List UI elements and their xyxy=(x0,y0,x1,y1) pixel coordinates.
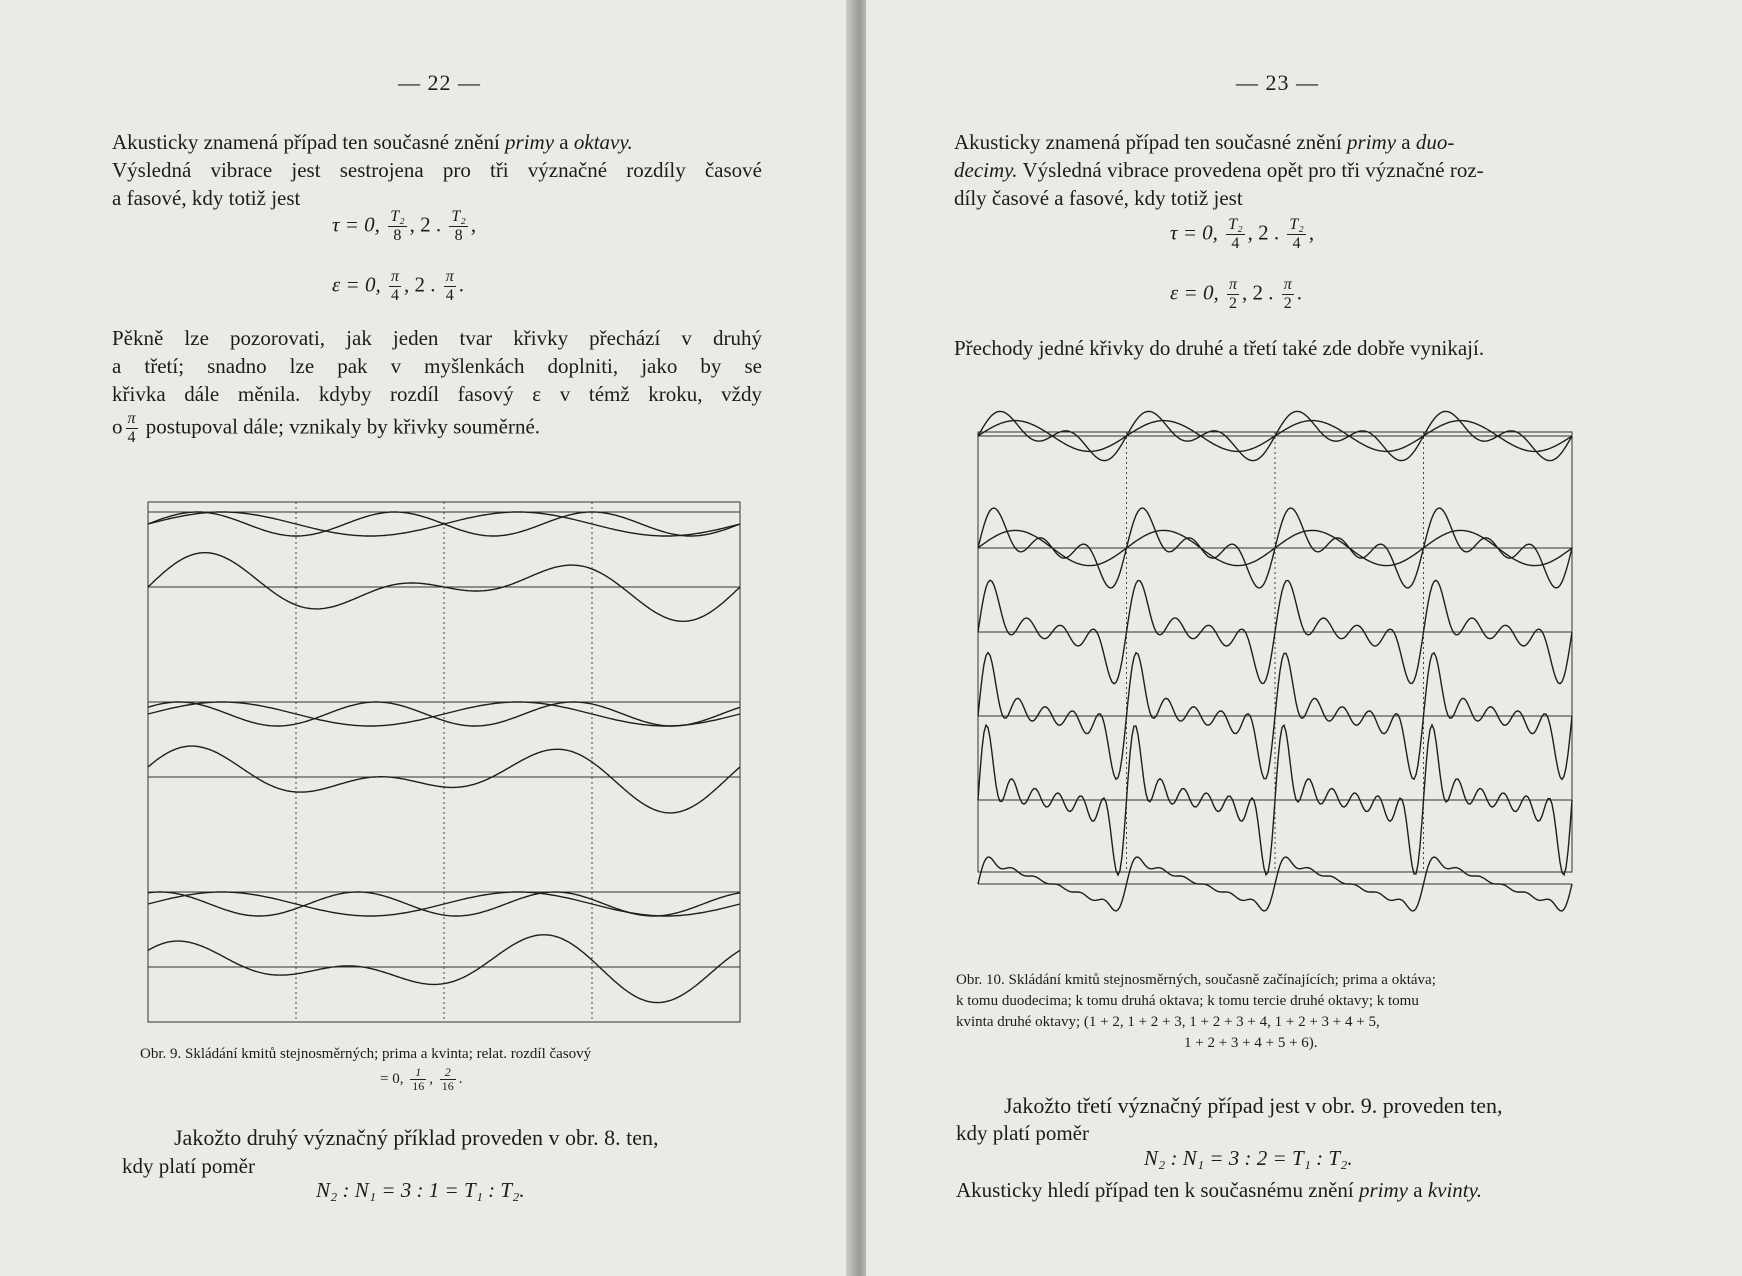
right-eps-equation: ε = 0, $\frac{\pi}{2}$ , 2 . $\frac{\pi}{2}$ . xyxy=(1170,276,1302,312)
figure-9-caption-line2: = 0, $\frac{1}{16}$ , $\frac{2}{16}$ . xyxy=(380,1065,463,1093)
frac-den: 4 xyxy=(1292,235,1301,252)
right-para4-text: Akusticky hledí případ ten k současnému znění xyxy=(956,1178,1354,1202)
eps-frac-1 xyxy=(389,268,401,305)
em-oktavy: oktavy. xyxy=(573,130,633,154)
eps-frac-2 xyxy=(444,268,456,305)
frac-num: 2 xyxy=(440,1066,456,1080)
frac-den: 16 xyxy=(412,1079,425,1093)
tau-frac-1 xyxy=(1226,216,1244,253)
em-kvinty: kvinty. xyxy=(1427,1178,1483,1202)
frac-num: π xyxy=(390,268,399,285)
pi-over-4 xyxy=(126,410,138,447)
figure-10-caption-line3: kvinta druhé oktavy; (1 + 2, 1 + 2 + 3, 1 + 2 + 3 + 4, 1 + 2 + 3 + 4 + 5, xyxy=(956,1014,1380,1030)
caption-prefix: = 0, xyxy=(380,1070,404,1087)
frac-den: 4 xyxy=(1231,235,1240,252)
prefix-o: o xyxy=(112,414,123,439)
frac-num: T₂ xyxy=(1228,216,1243,233)
page-number-left: — 22 — xyxy=(398,70,481,95)
left-tau-equation: τ = 0, $\frac{\text{T₂}}{8}$ , 2 . $\frac{\text{T₂}}{8}$ , xyxy=(332,208,477,244)
tau-lhs: τ = 0, xyxy=(332,212,380,237)
conj-and: a xyxy=(559,130,569,154)
left-eps-equation: ε = 0, $\frac{\pi}{4}$ , 2 . $\frac{\pi}{4}$ . xyxy=(332,268,464,304)
left-para3-line1: Jakožto druhý význačný příklad proveden v obr. 8. ten, xyxy=(174,1125,659,1150)
eps-lhs: ε = 0, xyxy=(1170,280,1219,305)
figure-10-resultant-wave xyxy=(978,653,1572,780)
tau-frac-2 xyxy=(1287,216,1305,253)
figure-9-waveforms xyxy=(140,492,750,1032)
frac-den: 4 xyxy=(127,429,136,446)
frac-num: π xyxy=(1283,276,1292,293)
tau-frac-2 xyxy=(449,208,467,245)
tau-lhs: τ = 0, xyxy=(1170,220,1218,245)
left-para2-line4 xyxy=(112,410,540,447)
right-para1-line2-text: Výsledná vibrace provedena opět pro tři význačné roz- xyxy=(1022,158,1484,182)
figure-10-waveforms xyxy=(970,398,1580,958)
em-primy: primy xyxy=(505,130,555,154)
frac-den: 8 xyxy=(454,227,463,244)
frac-num: T₂ xyxy=(390,208,405,225)
page-number-right: — 23 — xyxy=(1236,70,1319,95)
frac-num: π xyxy=(1228,276,1237,293)
right-page xyxy=(866,0,1742,1276)
left-para2-line2: a třetí; snadno lze pak v myšlenkách doplniti, jako by se xyxy=(112,354,762,378)
left-para1-line2: Výsledná vibrace jest sestrojena pro tři význačné rozdíly časové xyxy=(112,158,762,182)
left-para1-line3: a fasové, kdy totiž jest xyxy=(112,186,301,210)
tau-mult: 2 . xyxy=(1258,220,1280,245)
right-para4 xyxy=(956,1176,1482,1204)
tau-frac-1 xyxy=(388,208,406,245)
left-page xyxy=(0,0,850,1276)
eps-mult: 2 . xyxy=(1252,280,1274,305)
figure-10-caption-line1: Obr. 10. Skládání kmitů stejnosměrných, současně začínajících; prima a oktáva; xyxy=(956,972,1436,988)
left-para1-line1 xyxy=(112,128,633,156)
em-primy: primy xyxy=(1359,1178,1408,1202)
em-duo: duo- xyxy=(1415,130,1455,154)
left-para1-line1-text: Akusticky znamená případ ten současné znění xyxy=(112,130,500,154)
em-decimy: decimy. xyxy=(954,158,1018,182)
frac-den: 2 xyxy=(1228,295,1237,312)
tau-mult: 2 . xyxy=(420,212,442,237)
frac-den: 2 xyxy=(1283,295,1292,312)
frac-num: π xyxy=(445,268,454,285)
right-para1-line2 xyxy=(954,156,1484,184)
right-para2: Přechody jedné křivky do druhé a třetí také zde dobře vynikají. xyxy=(954,336,1485,360)
figure-10-caption-line2: k tomu duodecima; k tomu druhá oktava; k tomu tercie druhé oktavy; k tomu xyxy=(956,993,1419,1009)
left-para2-line1: Pěkně lze pozorovati, jak jeden tvar křivky přechází v druhý xyxy=(112,326,762,350)
eps-frac-1 xyxy=(1227,276,1239,313)
frac-den: 16 xyxy=(441,1079,454,1093)
right-para1-line1-text: Akusticky znamená případ ten současné znění xyxy=(954,130,1342,154)
left-para2-line4-text: postupoval dále; vznikaly by křivky souměrné. xyxy=(145,414,541,439)
conj-and: a xyxy=(1413,1178,1423,1202)
frac-den: 4 xyxy=(445,287,454,304)
right-tau-equation: τ = 0, $\frac{\text{T₂}}{4}$ , 2 . $\frac{\text{T₂}}{4}$ , xyxy=(1170,216,1315,252)
frac-den: 8 xyxy=(393,227,402,244)
eps-frac-2 xyxy=(1282,276,1294,313)
frac-den: 4 xyxy=(390,287,399,304)
eps-mult: 2 . xyxy=(414,272,436,297)
left-para3-line2: kdy platí poměr xyxy=(122,1154,255,1178)
conj-and: a xyxy=(1401,130,1411,154)
right-ratio: N₂ : N₁ = 3 : 2 = T₁ : T₂. xyxy=(1144,1146,1353,1170)
frac-num: 1 xyxy=(410,1066,426,1080)
frac-num: T₂ xyxy=(451,208,466,225)
eps-lhs: ε = 0, xyxy=(332,272,381,297)
right-para1-line3: díly časové a fasové, kdy totiž jest xyxy=(954,186,1243,210)
frac-num: T₂ xyxy=(1289,216,1304,233)
figure-10-caption-line4: 1 + 2 + 3 + 4 + 5 + 6). xyxy=(1184,1035,1318,1051)
left-para2-line3: křivka dále měnila. kdyby rozdíl fasový ε v témž kroku, vždy xyxy=(112,382,762,406)
frac-num: π xyxy=(127,410,136,427)
cap-frac-1 xyxy=(410,1066,426,1093)
em-primy: primy xyxy=(1347,130,1397,154)
figure-9-caption-line1: Obr. 9. Skládání kmitů stejnosměrných; prima a kvinta; relat. rozdíl časový xyxy=(140,1046,592,1062)
left-ratio: N₂ : N₁ = 3 : 1 = T₁ : T₂. xyxy=(316,1178,525,1202)
right-para3-line1: Jakožto třetí význačný případ jest v obr. 9. proveden ten, xyxy=(1004,1093,1503,1118)
right-para3-line2: kdy platí poměr xyxy=(956,1121,1089,1145)
right-para1-line1 xyxy=(954,128,1454,156)
cap-frac-2 xyxy=(440,1066,456,1093)
